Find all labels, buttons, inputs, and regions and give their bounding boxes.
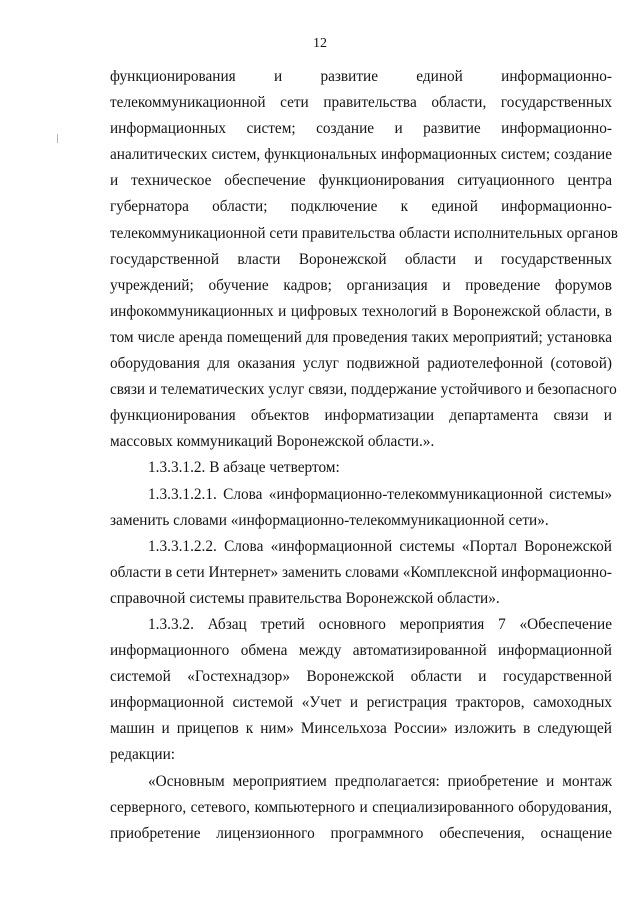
text-line: серверного, сетевого, компьютерного и специализированного оборудования, xyxy=(110,798,612,816)
text-line: «Основным мероприятием предполагается: приобретение и монтаж xyxy=(148,772,612,790)
body-text xyxy=(110,64,619,847)
text-line: 1.3.3.1.2.1. Слова «информационно-телекоммуникационной системы» xyxy=(148,485,612,503)
text-line: информационного обмена между автоматизированной информационной xyxy=(110,642,612,660)
text-line: телекоммуникационной сети правительства области исполнительных органов xyxy=(110,224,619,242)
text-line: массовых коммуникаций Воронежской области.». xyxy=(110,433,435,451)
text-line: оборудования для оказания услуг подвижной радиотелефонной (сотовой) xyxy=(110,355,612,373)
text-line: телекоммуникационной сети правительства области, государственных xyxy=(110,94,612,112)
text-line: инфокоммуникационных и цифровых технологий в Воронежской области, в xyxy=(110,302,612,320)
text-line: функционирования объектов информатизации департамента связи и xyxy=(110,407,612,425)
text-line: и техническое обеспечение функционирования ситуационного центра xyxy=(110,172,612,190)
text-line: учреждений; обучение кадров; организация и проведение форумов xyxy=(110,276,612,294)
text-line: справочной системы правительства Воронежской области». xyxy=(110,589,500,607)
text-line: информационной системой «Учет и регистрация тракторов, самоходных xyxy=(110,694,612,712)
text-line: 1.3.3.1.2.2. Слова «информационной системы «Портал Воронежской xyxy=(148,537,612,555)
text-line: заменить словами «информационно-телекоммуникационной сети». xyxy=(110,511,549,529)
text-line: губернатора области; подключение к единой информационно- xyxy=(110,198,612,216)
text-line: системой «Гостехнадзор» Воронежской области и государственной xyxy=(110,668,612,686)
margin-mark xyxy=(57,134,58,143)
page-number: 12 xyxy=(313,36,327,51)
text-line: аналитических систем, функциональных информационных систем; создание xyxy=(110,146,612,164)
text-line: информационных систем; создание и развитие информационно- xyxy=(110,120,612,138)
text-line: машин и прицепов к ним» Минсельхоза России» изложить в следующей xyxy=(110,720,612,738)
text-line: приобретение лицензионного программного обеспечения, оснащение xyxy=(110,824,612,842)
text-line: редакции: xyxy=(110,746,176,764)
text-line: области в сети Интернет» заменить словами «Комплексной информационно- xyxy=(110,563,612,581)
text-line: том числе аренда помещений для проведения таких мероприятий; установка xyxy=(110,328,612,346)
text-line: функционирования и развитие единой информационно- xyxy=(110,68,612,85)
text-line: 1.3.3.1.2. В абзаце четвертом: xyxy=(148,459,340,477)
text-line: 1.3.3.2. Абзац третий основного мероприятия 7 «Обеспечение xyxy=(148,615,612,633)
text-line: государственной власти Воронежской области и государственных xyxy=(110,250,612,268)
text-line: связи и телематических услуг связи, поддержание устойчивого и безопасного xyxy=(110,381,617,399)
